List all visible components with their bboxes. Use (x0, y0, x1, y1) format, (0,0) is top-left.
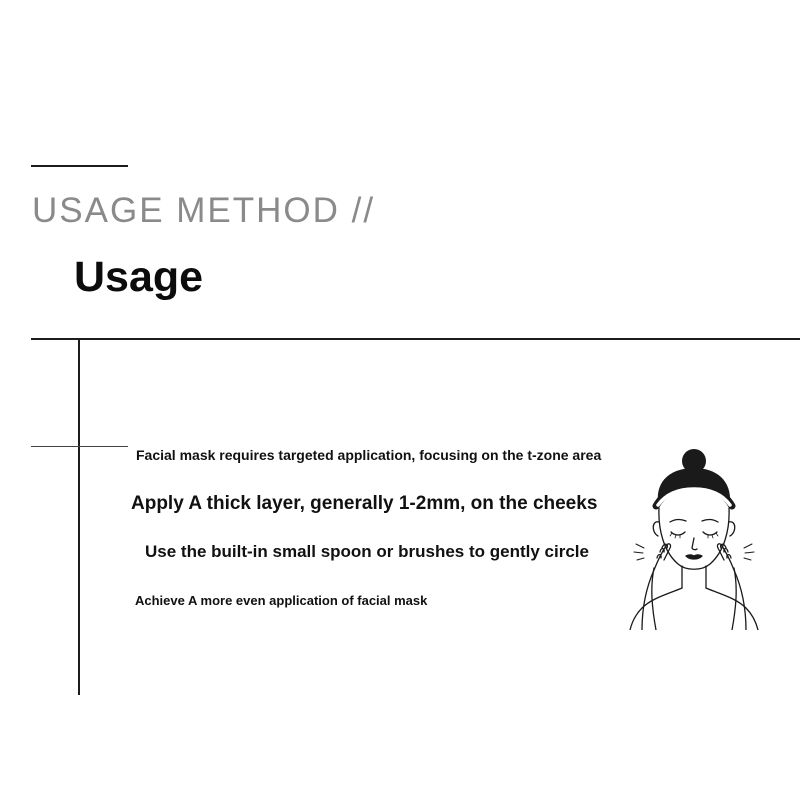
usage-step-1: Facial mask requires targeted application, focusing on the t-zone area (136, 447, 602, 463)
top-accent-rule (31, 165, 128, 167)
vertical-divider (78, 339, 80, 695)
usage-step-4: Achieve A more even application of facial mask (135, 593, 428, 608)
cross-divider (31, 446, 128, 447)
woman-applying-face-mask-icon (612, 448, 772, 630)
section-divider (31, 338, 800, 340)
section-eyebrow: USAGE METHOD // (32, 191, 376, 230)
usage-step-3: Use the built-in small spoon or brushes to gently circle (145, 542, 589, 561)
usage-step-2: Apply A thick layer, generally 1-2mm, on the cheeks (131, 493, 598, 514)
page-title: Usage (74, 253, 204, 301)
